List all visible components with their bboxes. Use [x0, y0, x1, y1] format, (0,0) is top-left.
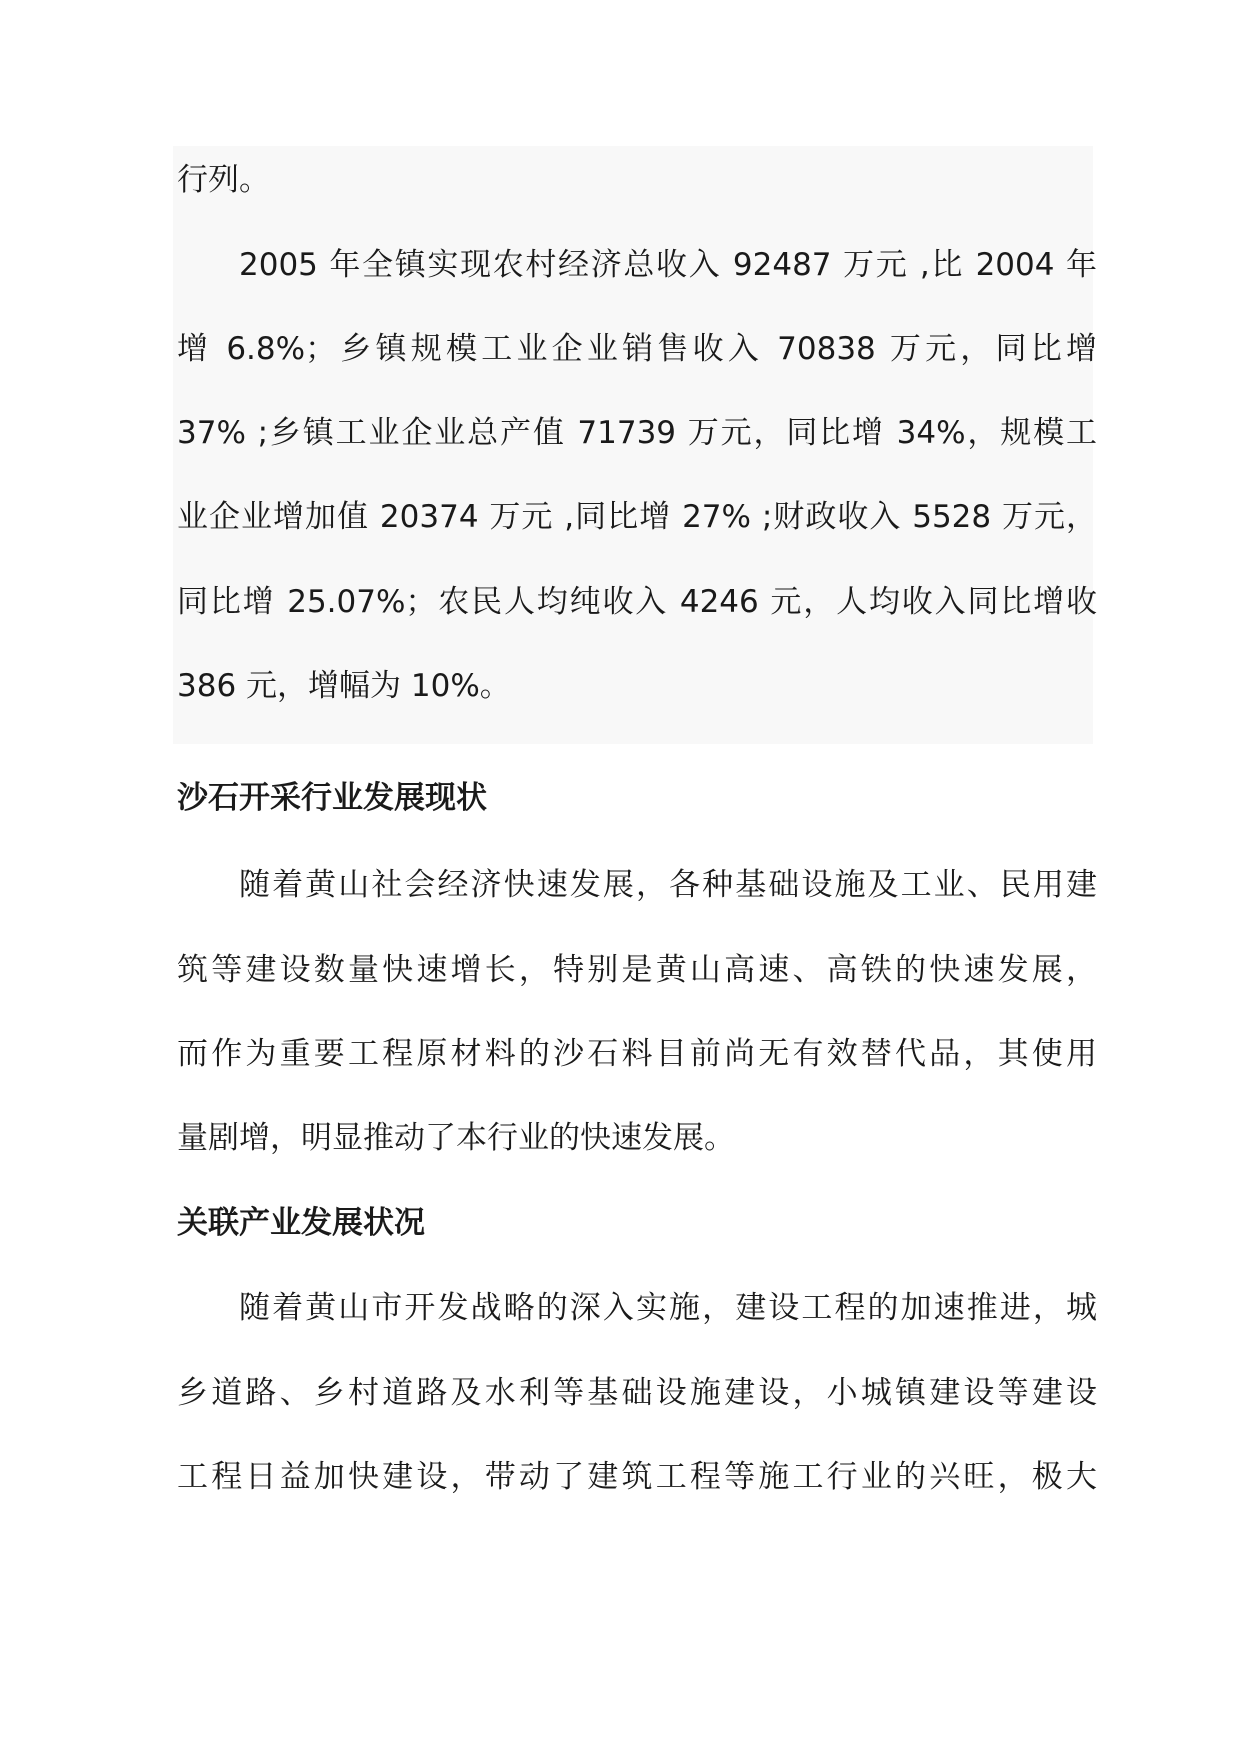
paragraph-line: 同比增 25.07%；农民人均纯收入 4246 元，人均收入同比增收: [177, 584, 1097, 620]
paragraph-line: 386 元，增幅为 10%。: [177, 668, 511, 704]
paragraph-line: 工程日益加快建设，带动了建筑工程等施工行业的兴旺，极大: [177, 1459, 1097, 1495]
paragraph-line: 增 6.8%；乡镇规模工业企业销售收入 70838 万元，同比增: [177, 331, 1097, 367]
paragraph-line: 37% ;乡镇工业企业总产值 71739 万元，同比增 34%，规模工: [177, 415, 1097, 451]
paragraph-line: 而作为重要工程原材料的沙石料目前尚无有效替代品，其使用: [177, 1036, 1097, 1072]
paragraph-line: 乡道路、乡村道路及水利等基础设施建设，小城镇建设等建设: [177, 1375, 1097, 1411]
paragraph-line: 行列。: [177, 162, 270, 198]
section-heading: 关联产业发展状况: [177, 1205, 425, 1241]
paragraph-line: 随着黄山社会经济快速发展，各种基础设施及工业、民用建: [239, 867, 1097, 903]
paragraph-line: 量剧增，明显推动了本行业的快速发展。: [177, 1120, 735, 1156]
paragraph-line: 筑等建设数量快速增长，特别是黄山高速、高铁的快速发展，: [177, 952, 1097, 988]
paragraph-line: 业企业增加值 20374 万元 ,同比增 27% ;财政收入 5528 万元，: [177, 499, 1097, 535]
paragraph-line: 随着黄山市开发战略的深入实施，建设工程的加速推进，城: [239, 1290, 1097, 1326]
paragraph-line: 2005 年全镇实现农村经济总收入 92487 万元 ,比 2004 年: [239, 247, 1097, 283]
section-heading: 沙石开采行业发展现状: [177, 780, 487, 816]
